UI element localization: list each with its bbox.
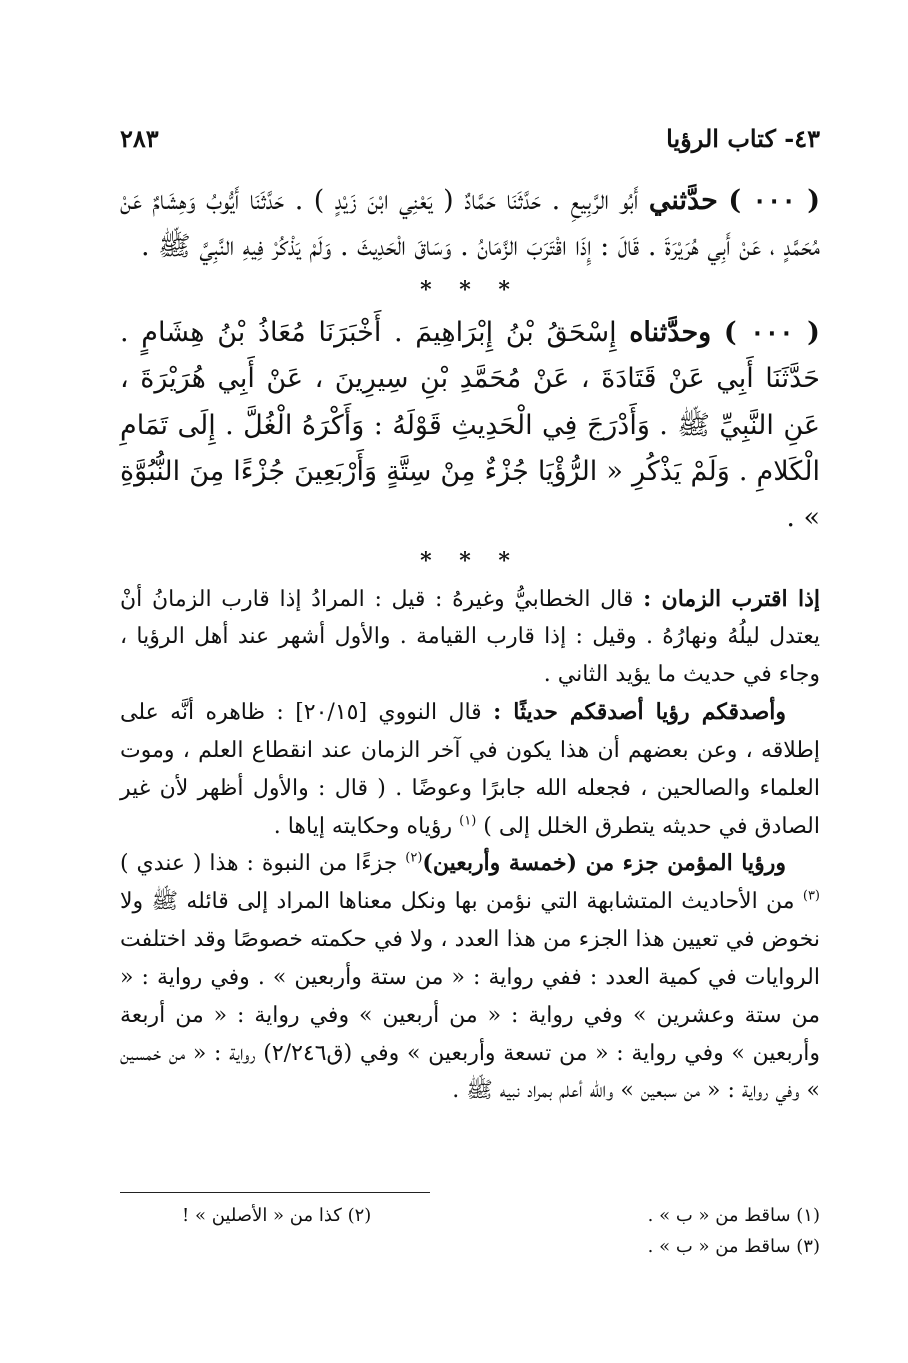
- footnote-row-1: [120, 1200, 820, 1231]
- commentary-2-text-a: قال النووي [٢٠/١٥] : ظاهره أنَّه على إطلاقه ، وعن بعضهم أن هذا يكون في آخر الزمان عند انقطاع العلم ، وموت العلماء والصالحين ، فجعله الله جابرًا وعوضًا . ( قال : والأول أظهر لأن غير الصادق في حديثه يتطرق الخلل إلى ): [120, 700, 820, 839]
- hadith-1-lead: حدَّثني: [648, 185, 718, 216]
- commentary-3-text-a: جزءًا من النبوة : هذا ( عندي ): [120, 851, 398, 877]
- commentary-2-keyword: وأصدقكم رؤيا أصدقكم حديثًا :: [493, 699, 786, 726]
- hadith-1-number: ( ٠٠٠ ): [728, 185, 820, 216]
- footnote-1: (١) ساقط من « ب » .: [647, 1205, 820, 1226]
- hadith-2: [120, 310, 820, 542]
- separator-1: * * *: [420, 276, 520, 303]
- footnote-3: (٣) ساقط من « ب » .: [647, 1236, 820, 1257]
- footnote-divider: [120, 1192, 430, 1193]
- page-body: [120, 110, 820, 1110]
- page-number: ٢٨٣: [120, 124, 159, 153]
- footnote-ref-2: (٢): [405, 851, 423, 867]
- hadith-2-lead: وحدَّثناه: [629, 316, 712, 348]
- commentary-1-text: قال الخطابيُّ وغيرهُ : قيل : المرادُ إذا قارب الزمانُ أنْ يعتدل ليلُهُ ونهارُهُ . وقيل : إذا قارب القيامة . والأول أشهر عند أهل الرؤيا ، وجاء في حديث ما يؤيد الثاني .: [120, 586, 821, 688]
- footnote-ref-3: (٣): [802, 888, 820, 904]
- commentary-paragraph-3: [120, 845, 820, 1110]
- commentary-3-text-b: من الأحاديث المتشابهة التي نؤمن بها ونكل معناها المراد إلى قائله ﷺ ولا نخوض في تعيين هذا الجزء من هذا العدد ، ولا في حكمته خصوصًا وقد اختلفت الروايات في كمية العدد : ففي رواية : « من ستة وأربعين » . وفي رواية : « من ستة وعشرين » وفي رواية : « من أربعين » وفي رواية : « من أربعة وأربعين » وفي رواية : « من تسعة وأربعين » وفي (ق٢/٢٤٦) رواية : « من خمسين » وفي رواية : « من سبعين » والله أعلم بمراد نبيه ﷺ .: [120, 889, 820, 1104]
- hadith-2-text: إِسْحَقُ بْنُ إِبْرَاهِيمَ . أَخْبَرَنَا مُعَاذُ بْنُ هِشَامٍ . حَدَّثَنَا أَبِي عَنْ قَتَادَةَ ، عَنْ مُحَمَّدِ بْنِ سِيرِينَ ، عَنْ أَبِي هُرَيْرَةَ ، عَنِ النَّبِيِّ ﷺ . وَأَدْرَجَ فِي الْحَدِيثِ قَوْلَهُ : وَأَكْرَهُ الْغُلَّ . إِلَى تَمَامِ الْكَلامِ . وَلَمْ يَذْكُرِ « الرُّؤْيَا جُزْءٌ مِنْ سِتَّةٍ وَأَرْبَعِينَ جُزْءًا مِنَ النُّبُوَّةِ » .: [120, 316, 820, 534]
- footnotes: [120, 1200, 820, 1262]
- page-header: [120, 110, 820, 160]
- hadith-2-number: ( ٠٠٠ ): [723, 316, 820, 348]
- hadith-1-text: أَبُو الرَّبِيعِ . حَدَّثَنَا حَمَّادٌ ( يَعْنِي ابْنَ زَيْدٍ ) . حَدَّثَنَا أَيُّوبُ وَهِشَامٌ عَنْ مُحَمَّدٍ ، عَنْ أَبِي هُرَيْرَةَ . قَالَ : إِذَا اقْتَرَبَ الزَّمَانُ . وَسَاقَ الْحَدِيثَ . وَلَمْ يَذْكُرْ فِيهِ النَّبِيَّ ﷺ .: [120, 185, 820, 263]
- chapter-title: ٤٣- كتاب الرؤيا: [666, 124, 820, 153]
- separator-2: * * *: [420, 547, 520, 574]
- footnote-ref-1: (١): [459, 813, 477, 829]
- commentary-2-text-b: رؤياه وحكايته إياها .: [273, 813, 453, 839]
- hadith-1: [120, 178, 820, 271]
- footnote-row-2: [120, 1231, 820, 1262]
- footnote-2: (٢) كذا من « الأصلين » !: [182, 1205, 372, 1226]
- commentary-1-keyword: إذا اقترب الزمان :: [643, 585, 820, 612]
- commentary-paragraph-1: [120, 581, 820, 694]
- commentary-3-keyword: ورؤيا المؤمن جزء من (خمسة وأربعين): [422, 850, 786, 877]
- commentary-paragraph-2: [120, 694, 820, 845]
